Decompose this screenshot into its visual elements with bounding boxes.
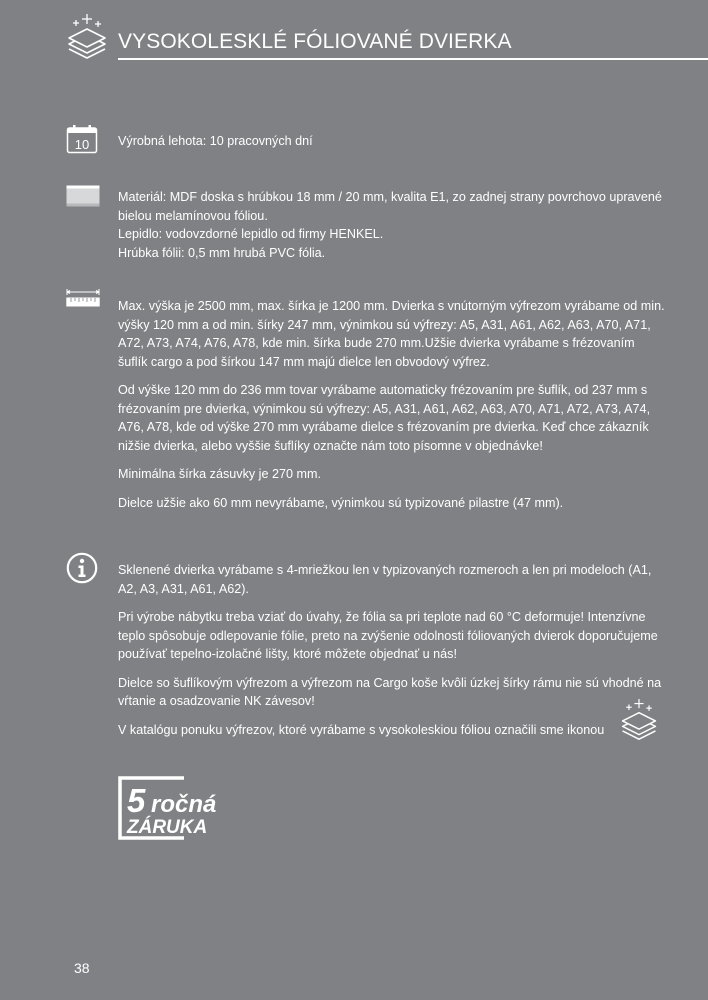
glossy-layers-icon: [619, 699, 659, 741]
glossy-layers-icon: [66, 14, 108, 60]
title-divider: [118, 58, 708, 60]
material-line: Lepidlo: vodovzdorné lepidlo od firmy HENKEL.: [118, 227, 384, 241]
warranty-word-guarantee: ZÁRUKA: [127, 817, 208, 838]
info-paragraph: Pri výrobe nábytku treba vziať do úvahy, že fólia sa pri teplote nad 60 °C deformuje! Intenzívne teplo spôsobuje odlepovanie fólie, preto na zvýšenie odolnosti fóliovaných dvierok doporučujeme používať tepelno-izolačné lišty, ktoré môžete objednať u nás!: [118, 610, 658, 661]
material-section: [118, 188, 666, 262]
info-paragraph: V katalógu ponuku výfrezov, ktoré vyrábame s vysokoleskiou fóliou označili sme ikonou: [118, 722, 605, 737]
material-line: Hrúbka fólii: 0,5 mm hrubá PVC fólia.: [118, 245, 326, 260]
lead-time-text: Výrobná lehota: 10 pracovných dní: [118, 134, 313, 148]
lead-time-section: [118, 132, 666, 151]
calendar-day: 10: [74, 137, 90, 152]
info-paragraph: Sklenené dvierka vyrábame s 4-mriežkou len v typizovaných rozmeroch a len pri modeloch (A1, A2, A3, A31, A61, A62).: [118, 563, 652, 596]
warranty-number: 5: [127, 782, 146, 819]
info-section: [118, 561, 666, 749]
dimensions-paragraph: Max. výška je 2500 mm, max. šírka je 1200 mm. Dvierka s vnútorným výfrezom vyrábame od min. výšky 120 mm a od min. šírky 247 mm, výnimkou sú výfrezy: A5, A31, A61, A62, A63, A70, A71, A72, A73, A74, A76, A78, kde min. šírka bude 270 mm.Užšie dvierka vyrábame s frézovaním šuflík cargo a pod šírkou 147 mm majú dielce len obvodový výfrez.: [118, 299, 665, 369]
page-title: VYSOKOLESKLÉ FÓLIOVANÉ DVIERKA: [118, 30, 512, 53]
ruler-icon: [66, 288, 100, 310]
material-line: Materiál: MDF doska s hrúbkou 18 mm / 20 mm, kvalita E1, zo zadnej strany povrchovo upravené bielou melamínovou fóliou.: [118, 190, 662, 223]
dimensions-paragraph: Minimálna šírka zásuvky je 270 mm.: [118, 467, 321, 481]
calendar-icon: [66, 124, 98, 154]
warranty-word-years: ročná: [151, 791, 217, 818]
dimensions-section: [118, 297, 666, 522]
info-paragraph: Dielce so šuflíkovým výfrezom a výfrezom na Cargo koše kvôli úzkej šírky rámu nie sú vhodné na vŕtanie a osadzovanie NK závesov!: [118, 675, 662, 708]
board-layers-icon: [66, 185, 100, 207]
info-icon: [66, 552, 98, 584]
dimensions-paragraph: Od výške 120 mm do 236 mm tovar vyrábame automaticky frézovaním pre šuflík, od 237 mm s frézovaním pre dvierka, výnimkou sú výfrezy: A5, A31, A61, A62, A63, A70, A71, A72, A73, A74, A76, A78, kde od výške 270 mm vyrábame dielce s frézovaním pre dvierka. Keď chce zákazník nižšie dvierka, alebo vyššie šuflíky označte nám toto písomne v objednávke!: [118, 383, 651, 453]
page-number: 38: [74, 960, 90, 976]
dimensions-paragraph: Dielce užšie ako 60 mm nevyrábame, výnimkou sú typizované pilastre (47 mm).: [118, 495, 564, 510]
warranty-badge: [118, 776, 238, 840]
